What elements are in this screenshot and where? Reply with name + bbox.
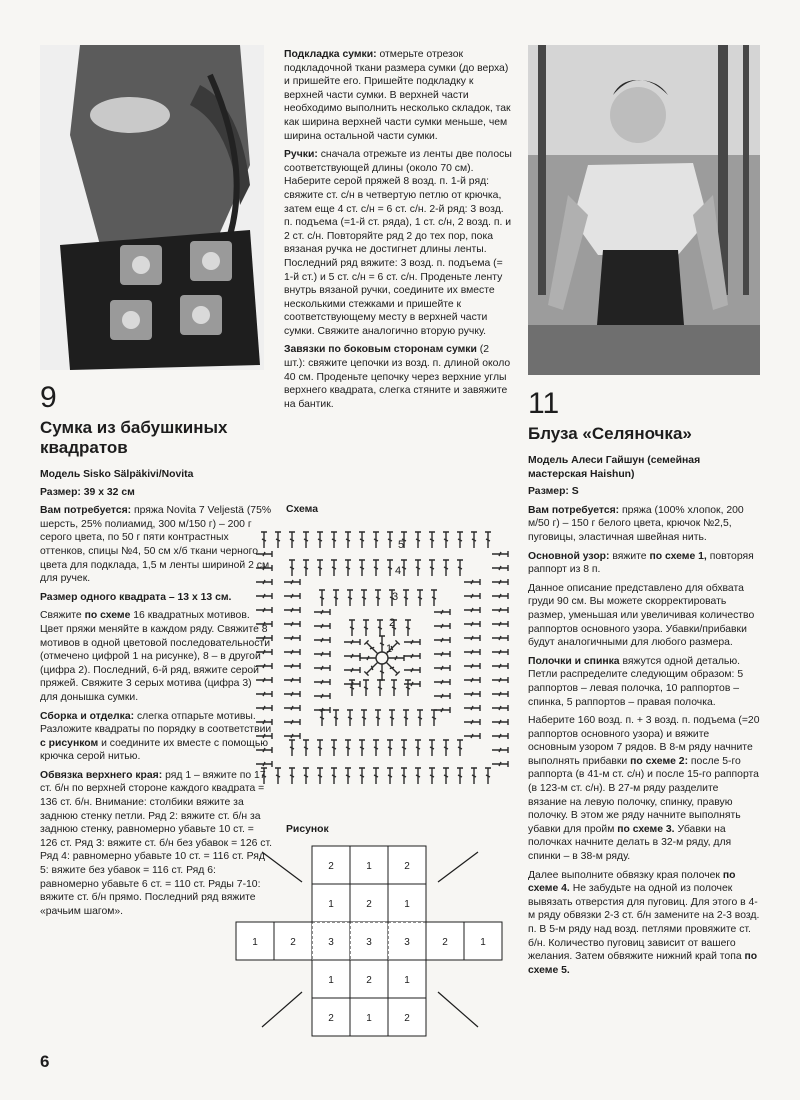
stitch-symbol [363, 680, 369, 696]
stitch-symbol [284, 649, 300, 655]
stitch-symbol [492, 551, 508, 557]
stitch-symbol [256, 579, 272, 585]
stitch-symbol [331, 768, 337, 784]
stitch-symbol [485, 532, 491, 548]
stitch-symbol [284, 621, 300, 627]
stitch-symbol [492, 719, 508, 725]
stitch-symbol [404, 653, 420, 659]
stitch-symbol [387, 740, 393, 756]
stitch-symbol [303, 532, 309, 548]
stitch-symbol [303, 560, 309, 576]
stitch-symbol [404, 639, 420, 645]
crochet-scheme [250, 520, 514, 800]
assembly-instructions: Сборка и отделка: слегка отпарьте мотивы. Разложите квадраты по порядку в соответствии с рисунком и соедините их вместе с помощью крючка серой нитью. [40, 710, 272, 763]
stitch-symbol [303, 768, 309, 784]
stitch-symbol [359, 560, 365, 576]
stitch-symbol [347, 710, 353, 726]
stitch-symbol [375, 590, 381, 606]
stitch-symbol [373, 740, 379, 756]
figure-square-number: 2 [328, 861, 334, 872]
stitch-symbol [256, 747, 272, 753]
figure-square-number: 3 [404, 937, 410, 948]
stitch-symbol [492, 565, 508, 571]
stitch-symbol [261, 768, 267, 784]
article-model: Модель Sisko Sälpäkivi/Novita [40, 469, 194, 480]
stitch-symbol [492, 747, 508, 753]
stitch-symbol [331, 532, 337, 548]
stitch-symbol [389, 710, 395, 726]
stitch-symbol [275, 532, 281, 548]
stitch-symbol [405, 620, 411, 636]
stitch-symbol [256, 635, 272, 641]
stitch-symbol [431, 590, 437, 606]
stitch-symbol [415, 532, 421, 548]
stitch-symbol [443, 560, 449, 576]
stitch-symbol [403, 710, 409, 726]
stitch-symbol [303, 740, 309, 756]
article-number: 9 [40, 381, 57, 414]
figure-square-number: 1 [366, 861, 372, 872]
stitch-symbol [314, 637, 330, 643]
stitch-symbol [345, 740, 351, 756]
stitch-symbol [361, 590, 367, 606]
stitch-symbol [331, 740, 337, 756]
stitch-symbol [464, 607, 480, 613]
stitch-symbol [464, 663, 480, 669]
stitch-symbol [317, 740, 323, 756]
stitch-symbol [431, 710, 437, 726]
stitch-symbol [434, 693, 450, 699]
stitch-symbol [492, 761, 508, 767]
stitch-symbol [401, 740, 407, 756]
stitch-symbol [471, 768, 477, 784]
motif-instructions: Свяжите по схеме 16 квадратных мотивов. Цвет пряжи меняйте в каждом ряду. Свяжите 8 мотивов в одной цветовой последовательности (отмечено цифрой 1 на рисунке), 8 – в другой (цифра 2). Последний, 6-й ряд, вяжите серой пряжей. Свяжите 3 серых мотива (цифра 3) для донышка сумки. [40, 610, 270, 703]
figure-square-number: 2 [404, 861, 410, 872]
blouse-article [528, 388, 760, 982]
stitch-symbol [405, 680, 411, 696]
stitch-symbol [492, 635, 508, 641]
stitch-symbol [344, 653, 360, 659]
stitch-symbol [314, 609, 330, 615]
figure-square-number: 1 [404, 975, 410, 986]
stitch-symbol [464, 733, 480, 739]
fold-arrow [438, 852, 478, 882]
stitch-symbol [429, 560, 435, 576]
stitch-symbol [319, 710, 325, 726]
stitch-symbol [317, 768, 323, 784]
stitch-symbol [492, 677, 508, 683]
stitch-symbol [434, 679, 450, 685]
stitch-symbol [464, 691, 480, 697]
stitch-symbol [434, 707, 450, 713]
stitch-symbol [289, 560, 295, 576]
stitch-symbol [284, 733, 300, 739]
stitch-symbol [359, 532, 365, 548]
stitch-symbol [391, 680, 397, 696]
stitch-symbol [375, 710, 381, 726]
stitch-symbol [379, 636, 385, 652]
stitch-symbol [289, 740, 295, 756]
stitch-symbol [457, 532, 463, 548]
stitch-symbol [345, 532, 351, 548]
stitch-symbol [284, 663, 300, 669]
figure-square-number: 2 [366, 975, 372, 986]
stitch-symbol [361, 710, 367, 726]
stitch-symbol [344, 639, 360, 645]
stitch-symbol [284, 719, 300, 725]
stitch-symbol [317, 532, 323, 548]
stitch-symbol [256, 691, 272, 697]
figure-square-number: 1 [252, 937, 258, 948]
stitch-symbol [284, 579, 300, 585]
article-number: 11 [528, 387, 560, 420]
stitch-symbol [284, 635, 300, 641]
stitch-symbol [443, 740, 449, 756]
scheme-row-number: 1 [386, 643, 393, 655]
stitch-symbol [331, 560, 337, 576]
stitch-symbol [275, 768, 281, 784]
stitch-symbol [492, 663, 508, 669]
stitch-symbol [373, 532, 379, 548]
article-size: Размер: S [528, 486, 579, 498]
stitch-symbol [443, 768, 449, 784]
materials: Вам потребуется: пряжа (100% хлопок, 200 м/50 г) – 150 г белого цвета, крючок №2,5, пуговицы, эластичная швейная нить. [528, 504, 744, 543]
stitch-symbol [360, 655, 376, 661]
assembly-figure [232, 842, 508, 1042]
stitch-symbol [261, 532, 267, 548]
stitch-symbol [284, 593, 300, 599]
stitch-symbol [314, 679, 330, 685]
stitch-symbol [256, 677, 272, 683]
stitch-symbol [471, 532, 477, 548]
stitch-symbol [363, 620, 369, 636]
scheme-row-number: 3 [392, 591, 399, 603]
article-model: Модель Алеси Гайшун (семейная мастерская Haishun) [528, 455, 701, 480]
stitch-symbol [373, 560, 379, 576]
figure-square-number: 2 [328, 1013, 334, 1024]
stitch-symbol [256, 607, 272, 613]
article-size: Размер: 39 х 32 см [40, 486, 135, 498]
ties-instructions: Завязки по боковым сторонам сумки (2 шт.): свяжите цепочки из возд. п. длиной около 40 см. Проденьте цепочку через верхние углы верхнего квадрата, слегка стяните и завяжите на бантик. [284, 344, 511, 410]
stitch-symbol [417, 710, 423, 726]
stitch-symbol [464, 635, 480, 641]
figure-square-number: 2 [366, 899, 372, 910]
figure-square-number: 1 [480, 937, 486, 948]
stitch-symbol [373, 768, 379, 784]
stitch-symbol [434, 651, 450, 657]
stitch-symbol [429, 740, 435, 756]
stitch-symbol [333, 590, 339, 606]
stitch-symbol [464, 649, 480, 655]
size-description: Данное описание представлено для обхвата груди 90 см. Вы можете скорректировать размер, уменьшая или увеличивая количество раппортов основного узора. Убавки/прибавки будут аналогичными для любого размера. [528, 582, 755, 649]
stitch-symbol [492, 579, 508, 585]
stitch-symbol [387, 768, 393, 784]
stitch-symbol [377, 620, 383, 636]
stitch-symbol [349, 680, 355, 696]
stitch-symbol [387, 560, 393, 576]
stitch-symbol [319, 590, 325, 606]
stitch-symbol [464, 593, 480, 599]
figure-square-number: 1 [328, 975, 334, 986]
scheme-label: Схема [286, 504, 318, 515]
page-number: 6 [40, 1052, 50, 1071]
fold-arrow [262, 992, 302, 1027]
stitch-symbol [434, 609, 450, 615]
handles-instructions: Ручки: сначала отрежьте из ленты две полосы соответствующей длины (около 70 см). Наберите серой пряжей 8 возд. п. 1-й ряд: свяжите ст. с/н в четвертую петлю от крючка, затем еще 4 ст. с/н = 6 ст. с/н. 2-й ряд: 3 возд. п. подъема (=1-й ст. ряда), 1 ст. с/н, 2 возд. п. и 2 ст. с/н. Повторяйте ряд 2 до тех пор, пока вязаная ручка не достигнет длины ленты. Последний ряд вяжите: 3 возд. п. подъема (= 1-й ст.) и 5 ст. с/н = 6 ст. с/н. Проденьте ленту внутрь вязаной ручки, соедините их вместе несколькими стежками и пришейте к соответствующему месту в верхней части сумки. Свяжите аналогично вторую ручку. [284, 149, 512, 337]
stitch-symbol [345, 560, 351, 576]
figure-square-number: 3 [366, 937, 372, 948]
stitch-symbol [284, 691, 300, 697]
edging-instructions: Обвязка верхнего края: ряд 1 – вяжите по 17 ст. б/н по верхней стороне каждого квадрата = 136 ст. б/н. Внимание: столбики вяжите за заднюю стенку петли. Ряд 2: вяжите ст. б/н за заднюю стенку, равномерно убавьте 10 ст. = 126 ст. Ряд 3: вяжите ст. б/н без убавок = 126 ст. Ряд 4: равномерно убавьте 10 ст. = 116 ст. Ряд 5: вяжите без убавок = 116 ст. Ряд 6: равномерно убавьте 6 ст. = 110 ст. Ряды 7-10: вяжите ст. б/н прямо. Последний ряд вяжите «рачьим шагом». [40, 769, 272, 917]
scheme-row-number: 2 [389, 617, 396, 629]
stitch-symbol [256, 621, 272, 627]
figure-square-number: 1 [404, 899, 410, 910]
blouse-photo [528, 45, 760, 375]
figure-square-number: 1 [366, 1013, 372, 1024]
stitch-symbol [284, 705, 300, 711]
stitch-symbol [401, 768, 407, 784]
stitch-symbol [256, 705, 272, 711]
stitch-symbol [349, 620, 355, 636]
stitch-symbol [345, 768, 351, 784]
stitch-symbol [256, 649, 272, 655]
stitch-symbol [457, 560, 463, 576]
stitch-symbol [314, 693, 330, 699]
stitch-symbol [404, 667, 420, 673]
stitch-symbol [464, 621, 480, 627]
stitch-symbol [434, 623, 450, 629]
fronts-instructions: Полочки и спинка вяжутся одной деталью. Петли распределите следующим образом: 5 раппортов – левая полочка, 10 раппортов – спинка, 5 раппортов – правая полочка. [528, 655, 744, 708]
square-size: Размер одного квадрата – 13 х 13 см. [40, 591, 232, 603]
stitch-symbol [256, 761, 272, 767]
stitch-symbol [415, 768, 421, 784]
stitch-symbol [289, 768, 295, 784]
article-title: Блуза «Селяночка» [528, 424, 692, 443]
fold-arrow [438, 992, 478, 1027]
stitch-symbol [403, 590, 409, 606]
stitch-symbol [457, 740, 463, 756]
stitch-symbol [256, 593, 272, 599]
figure-square-number: 1 [328, 899, 334, 910]
stitch-symbol [344, 667, 360, 673]
stitch-symbol [314, 651, 330, 657]
materials: Вам потребуется: пряжа Novita 7 Veljestä (75% шерсть, 25% полиамид, 300 м/150 г) – 200 г серого цвета, по 50 г пяти контрастных оттенков, спицы №4, 50 см х/б ткани черного цвета для подклада, 1,5 м ленты шириной 2 см для ручек. [40, 505, 272, 585]
stitch-symbol [387, 532, 393, 548]
scheme-row-number: 5 [398, 539, 405, 551]
bag-photo [40, 45, 264, 370]
stitch-symbol [492, 593, 508, 599]
stitch-symbol [401, 560, 407, 576]
article-title: Сумка из бабушкиных квадратов [40, 418, 228, 457]
stitch-symbol [404, 681, 420, 687]
figure-square-number: 2 [290, 937, 296, 948]
stitch-symbol [415, 740, 421, 756]
stitch-symbol [314, 665, 330, 671]
stitch-symbol [492, 607, 508, 613]
stitch-symbol [314, 623, 330, 629]
stitch-symbol [492, 733, 508, 739]
stitch-symbol [333, 710, 339, 726]
stitch-symbol [284, 607, 300, 613]
stitch-symbol [417, 590, 423, 606]
lining-instructions: Подкладка сумки: отмерьте отрезок подкладочной ткани размера сумки (до верха) и пришейте его. Пришейте подкладку к верхней части сумки. В верхней части необходимо выполнить несколько складок, так как ширина верхней части сумки меньше, чем ширина остальной части сумки. [284, 49, 511, 142]
stitch-symbol [492, 705, 508, 711]
stitch-symbol [464, 705, 480, 711]
stitch-symbol [429, 768, 435, 784]
stitch-symbol [256, 733, 272, 739]
stitch-symbol [347, 590, 353, 606]
stitch-symbol [464, 719, 480, 725]
stitch-symbol [434, 637, 450, 643]
stitch-symbol [388, 655, 404, 661]
figure-square-number: 2 [442, 937, 448, 948]
stitch-symbol [256, 663, 272, 669]
stitch-symbol [256, 551, 272, 557]
stitch-symbol [359, 740, 365, 756]
stitch-symbol [464, 579, 480, 585]
stitch-symbol [434, 665, 450, 671]
stitch-symbol [443, 532, 449, 548]
fold-arrow [262, 852, 302, 882]
stitch-symbol [457, 768, 463, 784]
scheme-row-number: 4 [395, 565, 402, 577]
figure-label: Рисунок [286, 824, 329, 835]
edge-instructions: Далее выполните обвязку края полочек по схеме 4. Не забудьте на одной из полочек вывязать отверстия для пуговиц. Для этого в 4-м ряду обвязки 2-3 ст. б/н замените на 2-3 возд. п. В 5-м ряду над возд. петлями провяжите ст. б/н. Количество пуговиц зависит от вашего желания. Затем обвяжите нижний край топа по схеме 5. [528, 869, 760, 976]
stitch-symbol [485, 768, 491, 784]
stitch-symbol [256, 719, 272, 725]
figure-square-number: 3 [328, 937, 334, 948]
stitch-symbol [379, 664, 385, 680]
stitch-symbol [492, 649, 508, 655]
stitch-symbol [415, 560, 421, 576]
stitch-symbol [289, 532, 295, 548]
stitch-symbol [317, 560, 323, 576]
stitch-symbol [492, 621, 508, 627]
stitch-symbol [429, 532, 435, 548]
cast-on-instructions: Наберите 160 возд. п. + 3 возд. п. подъема (=20 раппортов основного узора) и вяжите основным узором 7 рядов. В 8-м ряду начните выполнять прибавки по схеме 2: после 5-го раппорта (в 41-м ст. с/н) и после 15-го раппорта (в 123-м ст. с/н). В 27-м ряду разделите вязание на левую полочку, спинку, правую полочку. В этом же ряду начните выполнять убавки для пройм по схеме 3. Убавки на полочках начните делать в 32-м ряду, для спинки – в 38-м ряду. [528, 715, 760, 863]
stitch-symbol [256, 565, 272, 571]
stitch-symbol [464, 677, 480, 683]
main-pattern: Основной узор: вяжите по схеме 1, повторяя раппорт из 8 п. [528, 550, 754, 576]
stitch-symbol [492, 691, 508, 697]
stitch-symbol [359, 768, 365, 784]
figure-square-number: 2 [404, 1013, 410, 1024]
stitch-symbol [284, 677, 300, 683]
stitch-symbol [377, 680, 383, 696]
bag-article-continued [284, 48, 512, 416]
